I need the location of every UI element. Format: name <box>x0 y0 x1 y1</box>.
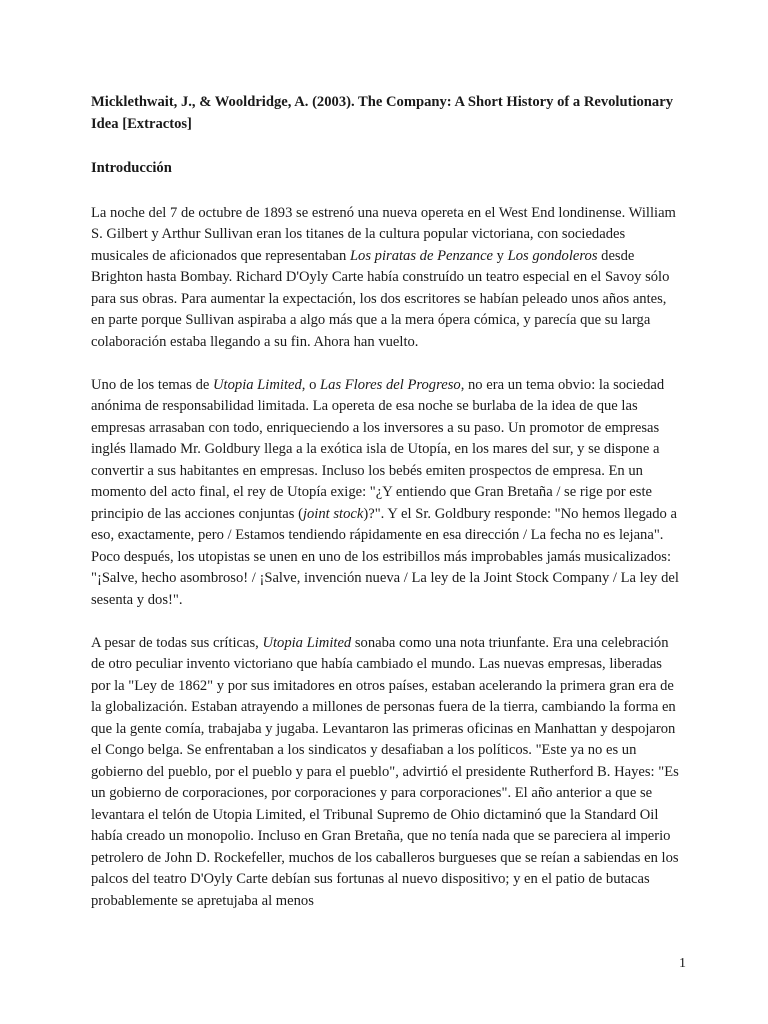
text-run: y <box>493 247 508 264</box>
text-run: La noche del 7 de octubre de 1893 se estrenó una nueva opereta en el West End londinense. William S. Gilbert y Arthur Sullivan eran los titanes de la cultura popular victoriana, con sociedades musicales de aficionados que representaban <box>91 204 676 264</box>
paragraph-3 <box>91 633 681 913</box>
section-heading: Introducción <box>91 160 172 176</box>
text-run: )?". Y el Sr. Goldbury responde: "No hemos llegado a eso, exactamente, pero / Estamos tendiendo rápidamente en esa dirección / La fecha no es lejana". Poco después, los utopistas se unen en uno de los estribillos más improbables jamás musicalizados: "¡Salve, hecho asombroso! / ¡Salve, invención nueva / La ley de la Joint Stock Company / La ley del sesenta y dos!". <box>91 505 679 608</box>
document-page <box>91 92 681 934</box>
italic-title-run: Los piratas de Penzance <box>349 247 494 264</box>
italic-title-run: Utopia Limited <box>262 634 352 651</box>
page-number: 1 <box>679 956 686 971</box>
italic-title-run: joint stock <box>302 505 364 522</box>
italic-title-run: Las Flores del Progreso <box>320 376 461 393</box>
text-run: Uno de los temas de <box>91 376 213 393</box>
italic-title-run: Los gondoleros <box>507 247 598 264</box>
text-run: desde Brighton hasta Bombay. Richard D'Oyly Carte había construído un teatro especial en el Savoy sólo para sus obras. Para aumentar la expectación, los dos escritores se habían peleado unos años antes, en parte porque Sullivan aspiraba a algo más que a la mera ópera cómica, y parecía que su larga colaboración estaba llegando a su fin. Ahora han vuelto. <box>91 247 670 350</box>
paragraph-1 <box>91 203 681 354</box>
italic-title-run: Utopia Limited <box>213 376 302 393</box>
text-run: , o <box>301 376 321 393</box>
text-run: sonaba como una nota triunfante. Era una celebración de otro peculiar invento victoriano que había cambiado el mundo. Las nuevas empresas, liberadas por la "Ley de 1862" y por sus imitadores en otros países, estaban acelerando la primera gran era de la globalización. Estaban atrayendo a millones de personas fuera de la tierra, cambiando la forma en que la gente comía, trabajaba y jugaba. Levantaron las primeras oficinas en Manhattan y despojaron el Congo belga. Se enfrentaban a los sindicatos y desafiaban a los políticos. "Este ya no es un gobierno del pueblo, por el pueblo y para el pueblo", advirtió el presidente Rutherford B. Hayes: "Es un gobierno de corporaciones, por corporaciones y para corporaciones". El año anterior a que se levantara el telón de Utopia Limited, el Tribunal Supremo de Ohio dictaminó que la Standard Oil había creado un monopolio. Incluso en Gran Bretaña, que no tenía nada que se pareciera al imperio petrolero de John D. Rockefeller, muchos de los caballeros burgueses que se reían a sabiendas en los palcos del teatro D'Oyly Carte debían sus fortunas al nuevo dispositivo; y en el patio de butacas probablemente se apretujaba al menos <box>91 634 679 909</box>
document-title: Micklethwait, J., & Wooldridge, A. (2003). The Company: A Short History of a Revolutionary Idea [Extractos] <box>91 94 673 132</box>
text-run: , no era un tema obvio: la sociedad anónima de responsabilidad limitada. La opereta de esa noche se burlaba de la idea de que las empresas arrasaban con todo, enriqueciendo a los inversores a su paso. Un promotor de empresas inglés llamado Mr. Goldbury llega a la exótica isla de Utopía, en los mares del sur, y se dispone a convertir a sus habitantes en empresas. Incluso los bebés emiten prospectos de empresa. En un momento del acto final, el rey de Utopía exige: "¿Y entiendo que Gran Bretaña / se rige por este principio de las acciones conjuntas ( <box>91 376 665 522</box>
paragraph-2 <box>91 375 681 612</box>
text-run: A pesar de todas sus críticas, <box>91 634 263 651</box>
